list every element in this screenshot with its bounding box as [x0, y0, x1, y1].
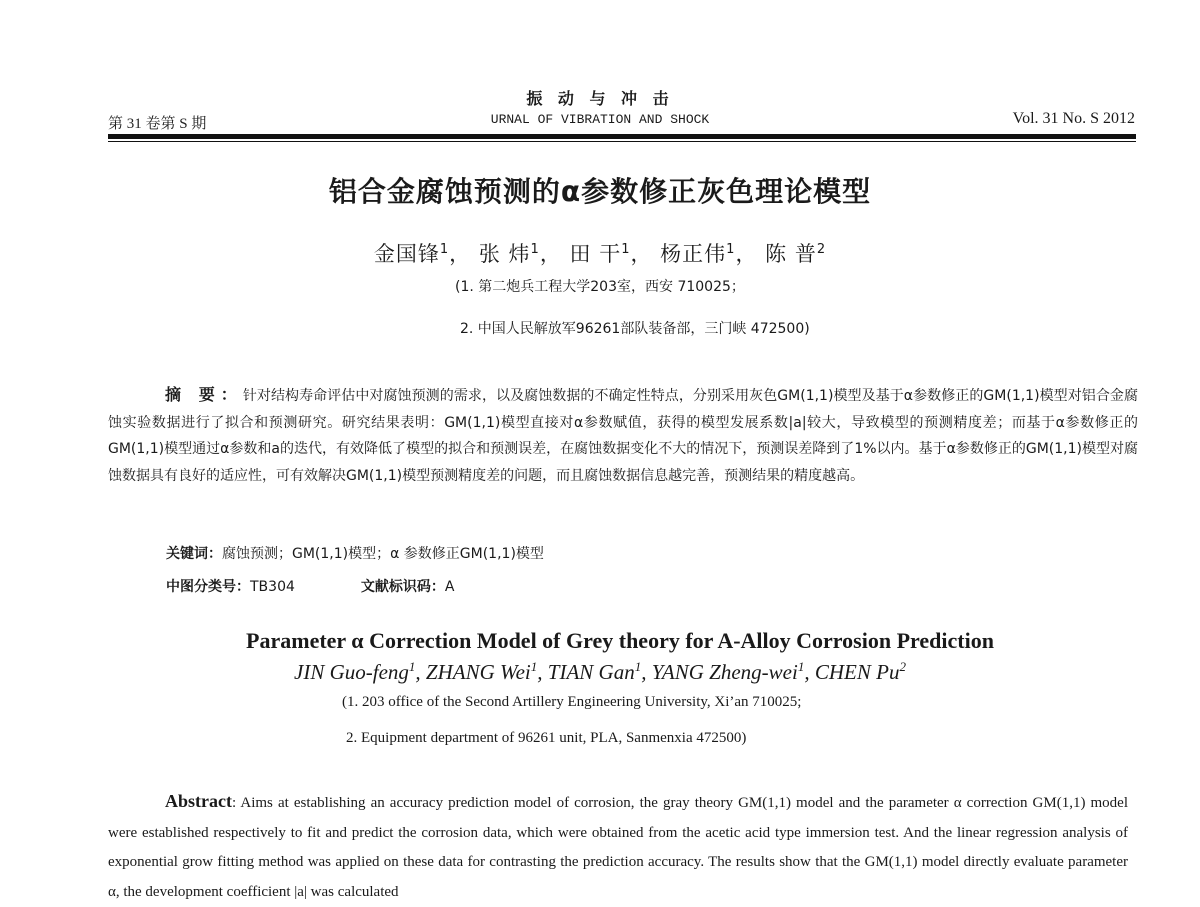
abstract-text-en: Aims at establishing an accuracy prediction model of corrosion, the gray theory GM(1,1) model and the parameter α correction GM(1,1) model were established respectively to fit and predict the corrosion data, which were obtained from the acetic acid type immersion test. And the linear regression analysis of exponential grow fitting method was applied on these data for contrasting the prediction accuracy. The results show that the GM(1,1) model directly evaluate parameter α, the development coefficient |a| was calculated	[108, 795, 1128, 900]
journal-volume-issue: 第 31 卷第 S 期	[108, 116, 207, 132]
abstract-label-cn: 摘 要：	[165, 385, 243, 404]
author-list-cn: 金国锋$^1$， 张 炜$^1$， 田 干$^1$， 杨正伟$^1$， 陈 普$^2$	[373, 242, 827, 266]
header-rule-thick	[108, 134, 1136, 139]
author-name: YANG Zheng-wei	[651, 660, 798, 684]
clc-value: TB304	[250, 579, 295, 595]
header-rule-thin	[108, 141, 1136, 142]
keywords-label: 关键词：	[166, 546, 222, 562]
author-affiliation-mark: 1	[634, 659, 642, 675]
paper-title-cn: 铝合金腐蚀预测的α参数修正灰色理论模型	[328, 175, 872, 208]
keywords-text: 腐蚀预测；GM(1,1)模型；α 参数修正GM(1,1)模型	[222, 546, 544, 562]
author-affiliation-mark: 1	[408, 659, 416, 675]
author-affiliation-mark: 1	[530, 659, 538, 675]
affiliation-en-2: 2. Equipment department of 96261 unit, PLA, Sanmenxia 472500)	[346, 730, 747, 746]
author-name: 杨正伟	[660, 242, 727, 266]
classification-line	[166, 576, 454, 596]
author-name: 金国锋	[373, 242, 440, 266]
abstract-cn	[108, 382, 1138, 489]
clc-label: 中图分类号：	[166, 579, 250, 595]
author-name: CHEN Pu	[814, 660, 900, 684]
abstract-text-cn: 针对结构寿命评估中对腐蚀预测的需求，以及腐蚀数据的不确定性特点，分别采用灰色GM(1,1)模型及基于α参数修正的GM(1,1)模型对铝合金腐蚀实验数据进行了拟合和预测研究。研究结果表明：GM(1,1)模型直接对α参数赋值，获得的模型发展系数|a|较大，导致模型的预测精度差；而基于α参数修正的GM(1,1)模型通过α参数和a的迭代，有效降低了模型的拟合和预测误差，在腐蚀数据变化不大的情况下，预测误差降到了1%以内。基于α参数修正的GM(1,1)模型对腐蚀数据具有良好的适应性，可有效解决GM(1,1)模型预测精度差的问题，而且腐蚀数据信息越完善，预测结果的精度越高。	[108, 388, 1138, 484]
affiliation-cn-2: 2. 中国人民解放军96261部队装备部，三门峡 472500)	[460, 321, 810, 337]
author-list-en: JIN Guo-feng$^1$, ZHANG Wei$^1$, TIAN Gan$^1$, YANG Zheng-wei$^1$, CHEN Pu$^2$	[294, 659, 906, 684]
author-affiliation-mark: 1	[726, 242, 736, 258]
doc-code-label: 文献标识码：	[360, 579, 445, 595]
author-affiliation-mark: 1	[797, 659, 805, 675]
abstract-en	[108, 787, 1128, 907]
author-name: TIAN Gan	[547, 660, 635, 684]
author-affiliation-mark: 1	[621, 242, 631, 258]
author-name: 张 炜	[478, 242, 531, 266]
author-name: 田 干	[569, 242, 622, 266]
affiliation-en-1: (1. 203 office of the Second Artillery Engineering University, Xi’an 710025;	[342, 694, 802, 710]
journal-volume-year: Vol. 31 No. S 2012	[1012, 110, 1135, 127]
author-name: ZHANG Wei	[425, 660, 531, 684]
author-name: JIN Guo-feng	[294, 660, 409, 684]
abstract-colon: :	[231, 795, 241, 811]
affiliation-cn-1: (1. 第二炮兵工程大学203室，西安 710025；	[455, 279, 745, 295]
author-name: 陈 普	[765, 242, 817, 266]
journal-name-en: URNAL OF VIBRATION AND SHOCK	[490, 112, 710, 127]
doc-code-value: A	[444, 579, 455, 595]
journal-name-cn: 振 动 与 冲 击	[526, 89, 674, 108]
keywords-cn	[166, 543, 544, 563]
paper-title-en: Parameter α Correction Model of Grey theory for A-Alloy Corrosion Prediction	[246, 628, 994, 653]
author-affiliation-mark: 1	[439, 242, 450, 258]
author-affiliation-mark: 2	[816, 242, 827, 258]
abstract-label-en: Abstract	[165, 791, 232, 811]
author-affiliation-mark: 1	[530, 242, 540, 258]
author-affiliation-mark: 2	[899, 659, 906, 675]
